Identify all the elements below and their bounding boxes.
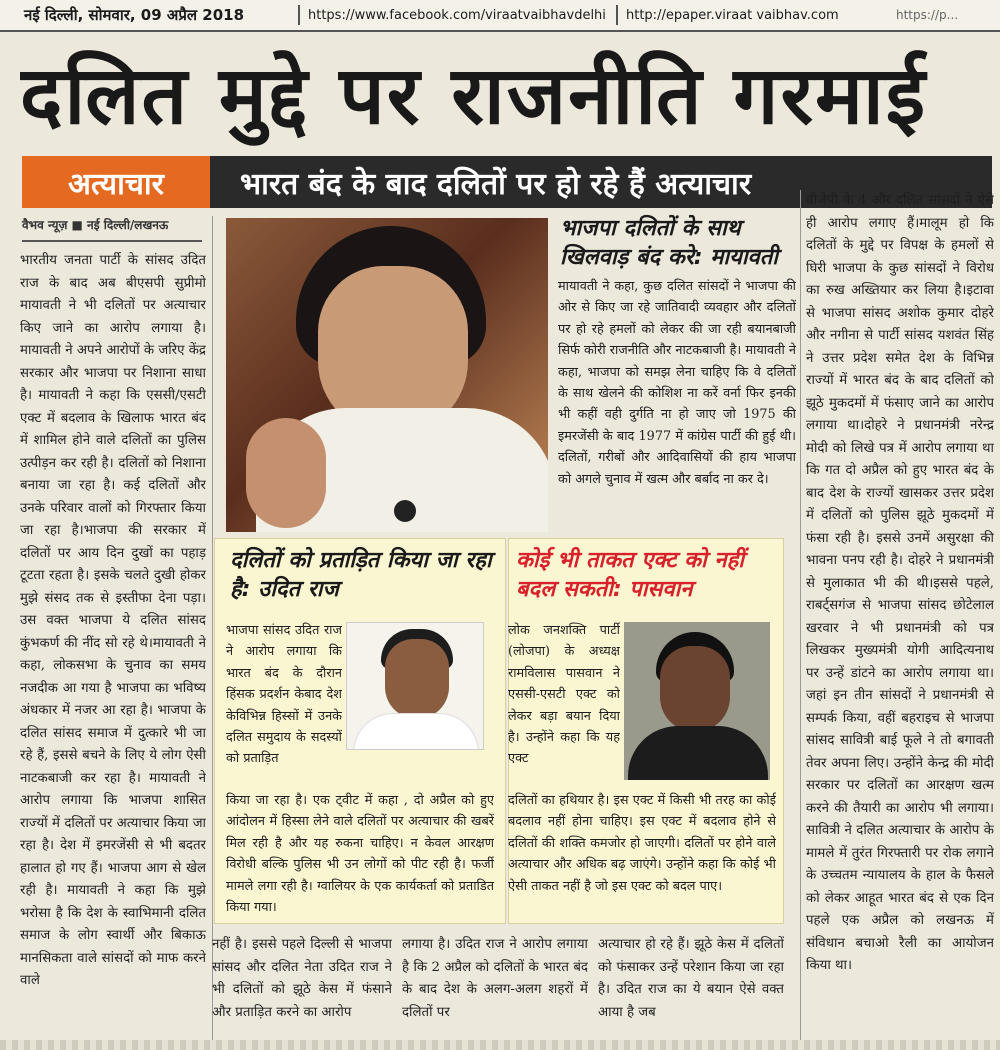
udit-raj-photo bbox=[346, 622, 484, 750]
bottom-column-2: लगाया है। उदित राज ने आरोप लगाया है कि 2 अप्रैल को दलितों के भारत बंद के बाद देश के अलग-अलग शहरों में दलितों पर bbox=[402, 937, 588, 1020]
epaper-url[interactable]: http://epaper.viraat vaibhav.com bbox=[626, 7, 839, 23]
photo-figure bbox=[660, 646, 730, 732]
divider bbox=[298, 5, 300, 25]
facebook-url[interactable]: https://www.facebook.com/viraatvaibhavdelhi bbox=[308, 7, 606, 23]
photo-figure bbox=[385, 639, 449, 719]
partial-url: https://p... bbox=[896, 8, 959, 22]
udit-raj-text-continued: किया जा रहा है। एक ट्वीट में कहा , दो अप्रैल को हुए आंदोलन में हिस्सा लेने वाले दलितों पर अत्याचार की खबरें मिल रही है और यह रुकना चाहिए। न केवल आरक्षण विरोधी बल्कि पुलिस भी उन लोगों को पीट रही है। फर्जी मामले लगा रही है। ग्वालियर के एक कार्यकर्ता को प्रताडित किया गया। bbox=[226, 793, 494, 916]
mayawati-heading: भाजपा दलितों के साथ खिलवाड़ बंद करे: मायावती bbox=[560, 216, 779, 270]
column-rule bbox=[800, 190, 801, 1040]
photo-figure bbox=[628, 726, 768, 780]
masthead-strip bbox=[0, 0, 1000, 32]
bottom-column-3: अत्याचार हो रहे हैं। झूठे केस में दलितों को फंसाकर उन्हें परेशान किया जा रहा है। उदित राज का ये बयान ऐसे वक्त आया है जब bbox=[598, 937, 784, 1020]
main-headline: दलित मुद्दे पर राजनीति गरमाई bbox=[20, 49, 928, 142]
udit-raj-heading: दलितों को प्रताड़ित किया जा रहा है: उदित राज bbox=[230, 548, 492, 602]
kicker-tag: अत्याचार bbox=[22, 156, 210, 208]
paswan-text: लोक जनशक्ति पार्टी (लोजपा) के अध्यक्ष रामविलास पासवान ने एससी-एसटी एक्ट को लेकर बड़ा बयान दिया है। उन्होंने कहा कि यह एक्ट bbox=[508, 623, 620, 767]
byline: वैभव न्यूज़ ■ नई दिल्ली/लखनऊ bbox=[22, 218, 169, 232]
mayawati-text: मायावती ने कहा, कुछ दलित सांसदों ने भाजपा की ओर से किए जा रहे जातिवादी व्यवहार और दलितों पर हो रहे हमलों को लेकर की जा रही बयानबाजी सिर्फ कोरी राजनीति और नाटकबाजी है। मायावती ने कहा, भाजपा को समझ लेना चाहिए कि वे दलितों के साथ खेलने की कोशिश ना करें वर्ना फिर इनकी भी कहीं वही दुर्गति ना हो जाए जो 1975 की इमरजेंसी के बाद 1977 में कांग्रेस पार्टी की हुई थी। दलितों, गरीबों और आदिवासियों की हाय भाजपा को अगले चुनाव में खत्म और बर्बाद ना कर दे। bbox=[558, 279, 796, 487]
photo-figure bbox=[353, 713, 479, 750]
microphone-icon bbox=[394, 500, 416, 522]
divider bbox=[616, 5, 618, 25]
article-column-1: भारतीय जनता पार्टी के सांसद उदित राज के बाद अब बीएसपी सुप्रीमो मायावती ने भी दलितों पर अत्याचार किए जाने का आरोप लगाया है। मायावती ने अपने आरोपों के जरिए केंद्र सरकार और भाजपा पर निशाना साधा है। मायावती ने कहा कि एससी/एसटी एक्ट में बदलाव के खिलाफ भारत बंद में शामिल होने वाले दलितों का पुलिस उत्पीड़न कर रही है। दलितों को निशाना बनाया जा रहा है। कई दलितों और उनके परिवार वालों को गिरफ्तार किया जा रहा है।भाजपा की सरकार में दलितों पर आय दिन दुखों का पहाड़ टूटता रहता है। इसके चलते दुखी होकर मुझे संसद तक से इस्तीफा देना पड़ा। उस वक्त भाजपा ये दलित सांसद कुंभकर्ण की नींद सो रहे थे।मायावती ने कहा, लोकसभा के चुनाव का समय नजदीक आ गया है भाजपा का भविष्य अंधकार में नजर आ रहा है। भाजपा के दलित सांसद समाज में दुत्कारे भी जा रहे हैं, इससे बचने के लिए ये लोग ऐसी नाटकबाजी कर रहा है। मायावती ने आरोप लगाया कि भाजपा शासित राज्यों में दलितों पर अत्याचार किया जा रहा है। देश में इमरजेंसी से भी बदतर हालात हो गए हैं। भाजपा आग से खेल रही है। मायावती ने कहा कि मुझे भरोसा है कि देश के स्वाभिमानी दलित समाज के लोग स्वार्थी और बिकाऊ मानसिकता वाले सांसदों को माफ करने वाले bbox=[20, 253, 206, 988]
byline-rule bbox=[22, 240, 202, 242]
udit-raj-text: भाजपा सांसद उदित राज ने आरोप लगाया कि भारत बंद के दौरान हिंसक प्रदर्शन केबाद देश केविभिन्न हिस्सों में उनके दलित समुदाय के सदस्यों को प्रताड़ित bbox=[226, 623, 342, 767]
article-column-3: बीजेपी के 4 और दलित सांसदों ने ऐसे ही आरोप लगाए हैं।मालूम हो कि दलितों के मुद्दे पर विपक्ष के हमलों से घिरी भाजपा के कुछ सांसदों ने विरोध का रुख अख्तियार कर लिया है।इटावा से भाजपा सांसद अशोक कुमार दोहरे और नगीना से पार्टी सांसद यशवंत सिंह ने उत्तर प्रदेश समेत देश के विभिन्न राज्यों में भारत बंद के बाद दलितों को झूठे मुकदमों में फंसाए जाने का आरोप लगाया था।दोहरे ने प्रधानमंत्री नरेन्द्र मोदी को लिखे पत्र में आरोप लगाया था कि गत दो अप्रैल को हुए भारत बंद के बाद देश के राज्यों खासकर उत्तर प्रदेश में दलितों को पुलिस झूठे मुकदमों में फंसा रही है। इससे उनमें असुरक्षा की भावना पनप रही है। दोहरे ने प्रधानमंत्री से मुलाकात भी की थी।इससे पहले, राबर्ट्सगंज से भाजपा सांसद छोटेलाल खरवार ने भी प्रधानमंत्री को पत्र लिखकर मुख्यमंत्री योगी आदित्यनाथ पर उन्हें डांटने का आरोप लगाया था।जहां इन तीन सांसदों ने प्रधानमंत्री से सम्पर्क किया, वहीं बहराइच से भाजपा सांसद सावित्री बाई फूले ने तो बगावती तेवर अपना लिए। उन्होंने केन्द्र की मोदी सरकार पर दलितों का आरक्षण खत्म करने की तैयारी का आरोप भी लगाया।सावित्री ने दलित अत्याचार के आरोप के मामले में तुरंत गिरफ्तारी पर रोक लगाने के उच्चतम न्यायालय के हाल के फैसले को लेकर आहूत भारत बंद से एक दिन पहले एक अप्रैल को लखनऊ में संविधान बचाओ रैली का आयोजन किया था। bbox=[806, 193, 994, 973]
kicker-subheadline: भारत बंद के बाद दलितों पर हो रहे हैं अत्याचार bbox=[210, 156, 992, 208]
bottom-column-1: नहीं है। इससे पहले दिल्ली से भाजपा सांसद और दलित नेता उदित राज ने भी दलितों को झूठे केस में फंसाने और प्रताड़ित करने का आरोप bbox=[212, 937, 392, 1020]
paswan-heading: कोई भी ताकत एक्ट को नहीं बदल सकती: पासवान bbox=[516, 548, 744, 602]
page-bottom-edge bbox=[0, 1040, 1000, 1050]
photo-figure bbox=[246, 418, 326, 528]
ram-vilas-paswan-photo bbox=[624, 622, 770, 780]
mayawati-photo bbox=[226, 218, 548, 532]
paswan-text-continued: दलितों का हथियार है। इस एक्ट में किसी भी तरह का कोई बदलाव नहीं होना चाहिए। इस एक्ट में बदलाव होने से दलितों की शक्ति कमजोर हो जाएगी। दलितों पर होने वाले अत्याचार और अधिक बढ़ जाएंगे। उन्होंने कहा कि कोई भी ऐसी ताकत नहीं है जो इस एक्ट को बदल पाए। bbox=[508, 793, 776, 894]
column-rule bbox=[212, 216, 213, 1040]
issue-date: नई दिल्ली, सोमवार, 09 अप्रैल 2018 bbox=[24, 6, 245, 24]
